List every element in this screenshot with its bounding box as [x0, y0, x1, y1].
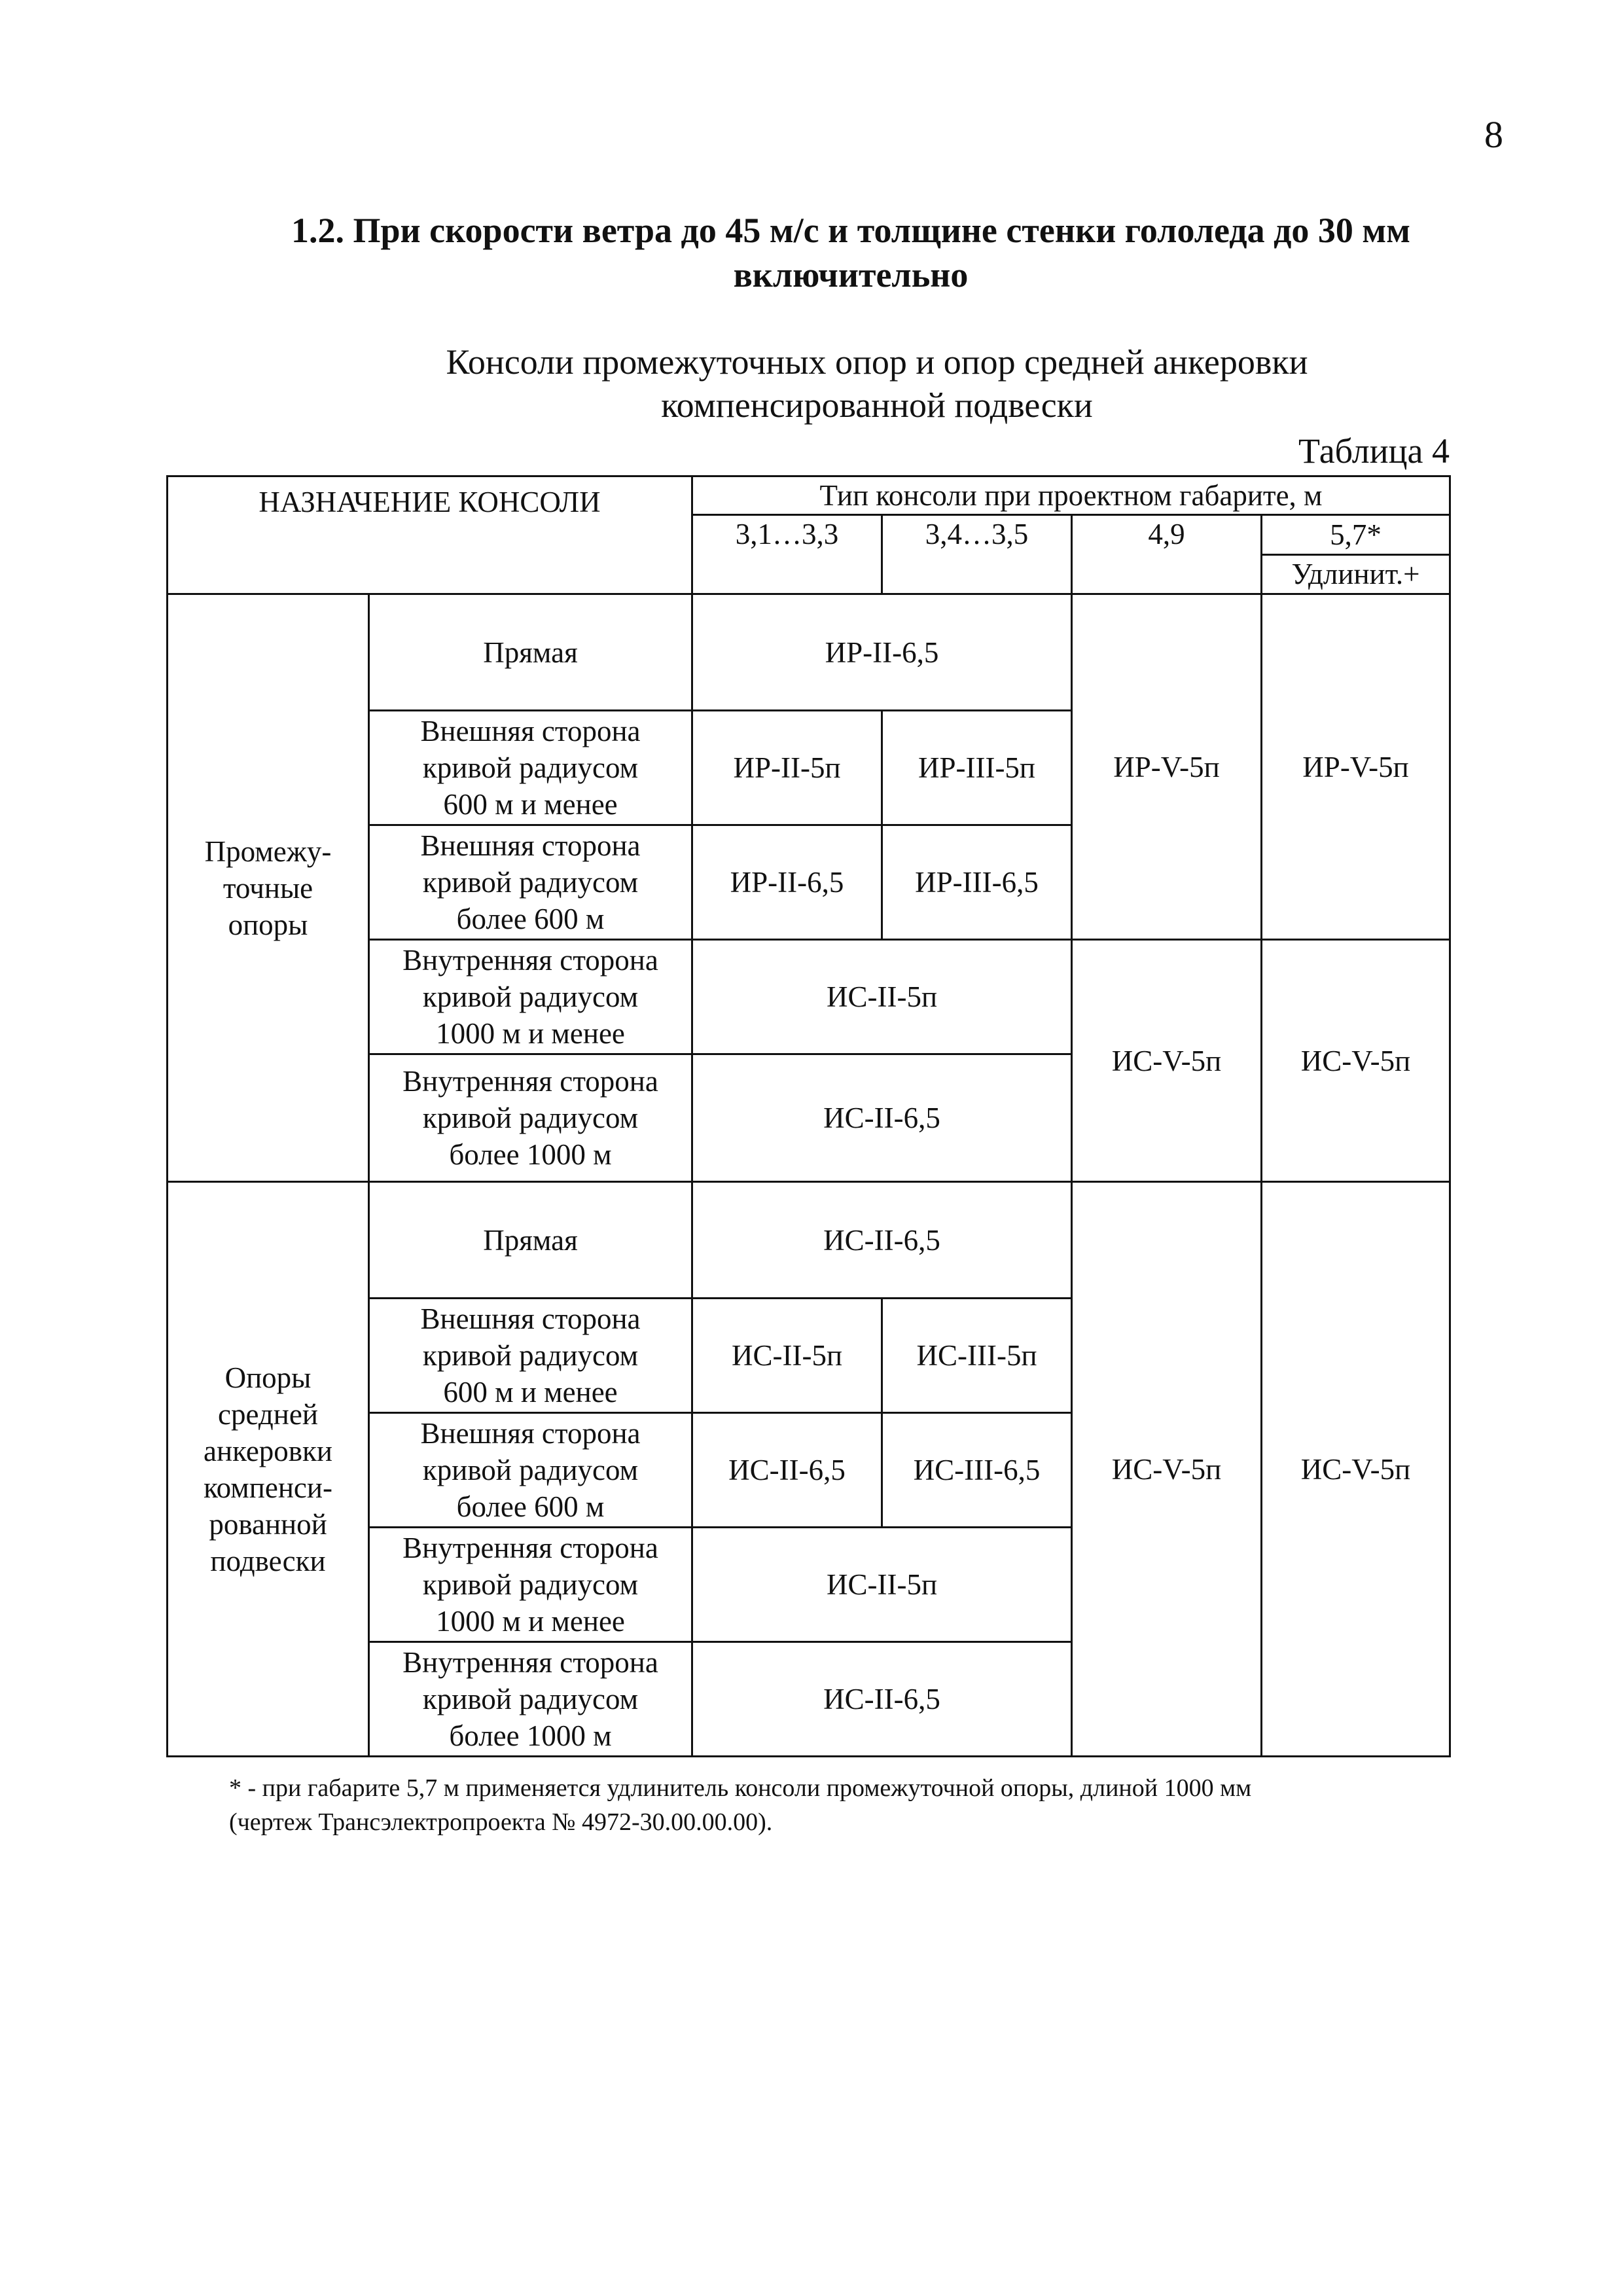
- header-col-34-35: 3,4…3,5: [882, 515, 1072, 594]
- group-label-intermediate: Промежу- точные опоры: [168, 594, 369, 1182]
- footnote-line: (чертеж Трансэлектропроекта № 4972-30.00.00.00).: [229, 1808, 773, 1836]
- page-number: 8: [1484, 113, 1503, 156]
- row-label: Внешняя сторона кривой радиусом более 600 м: [369, 1413, 692, 1528]
- table-label: Таблица 4: [1298, 431, 1450, 471]
- row-label: Прямая: [369, 1182, 692, 1299]
- section-title-line: 1.2. При скорости ветра до 45 м/с и толщине стенки гололеда до 30 мм: [291, 211, 1410, 250]
- caption-line: компенсированной подвески: [661, 386, 1093, 425]
- type-cell: ИС-V-5п: [1262, 1182, 1450, 1757]
- type-cell: ИС-II-6,5: [692, 1182, 1072, 1299]
- header-col-57: 5,7*: [1262, 515, 1450, 555]
- type-cell: ИР-V-5п: [1262, 594, 1450, 940]
- caption-line: Консоли промежуточных опор и опор средней анкеровки: [446, 342, 1308, 382]
- type-cell: ИС-V-5п: [1262, 940, 1450, 1182]
- type-cell: ИР-II-6,5: [692, 594, 1072, 711]
- footnote-line: * - при габарите 5,7 м применяется удлинитель консоли промежуточной опоры, длиной 1000 мм: [229, 1774, 1252, 1802]
- header-col-49: 4,9: [1072, 515, 1262, 594]
- type-cell: ИС-II-5п: [692, 940, 1072, 1054]
- table-row: [168, 594, 1450, 711]
- type-cell: ИР-II-5п: [692, 711, 882, 825]
- type-cell: ИС-III-6,5: [882, 1413, 1072, 1528]
- type-cell: ИР-III-6,5: [882, 825, 1072, 940]
- type-cell: ИР-II-6,5: [692, 825, 882, 940]
- header-type: Тип консоли при проектном габарите, м: [692, 476, 1450, 515]
- type-cell: ИС-V-5п: [1072, 940, 1262, 1182]
- type-cell: ИС-V-5п: [1072, 1182, 1262, 1757]
- console-table: [166, 475, 1451, 1757]
- footnote: [229, 1771, 1466, 1839]
- header-purpose: НАЗНАЧЕНИЕ КОНСОЛИ: [168, 476, 692, 594]
- row-label: Внешняя сторона кривой радиусом 600 м и менее: [369, 711, 692, 825]
- row-label: Внешняя сторона кривой радиусом 600 м и менее: [369, 1299, 692, 1413]
- section-title: [196, 208, 1505, 297]
- section-title-line: включительно: [733, 255, 969, 295]
- type-cell: ИС-III-5п: [882, 1299, 1072, 1413]
- row-label: Внутренняя сторона кривой радиусом более 1000 м: [369, 1642, 692, 1757]
- row-label: Внутренняя сторона кривой радиусом 1000 м и менее: [369, 940, 692, 1054]
- row-label: Внешняя сторона кривой радиусом более 600 м: [369, 825, 692, 940]
- type-cell: ИС-II-6,5: [692, 1642, 1072, 1757]
- type-cell: ИР-V-5п: [1072, 594, 1262, 940]
- header-row: [168, 476, 1450, 515]
- row-label: Внутренняя сторона кривой радиусом более 1000 м: [369, 1054, 692, 1182]
- group-label-anchoring: Опоры средней анкеровки компенси- рованной подвески: [168, 1182, 369, 1757]
- type-cell: ИС-II-5п: [692, 1299, 882, 1413]
- table-row: [168, 1182, 1450, 1299]
- type-cell: ИС-II-6,5: [692, 1413, 882, 1528]
- table-caption: [327, 340, 1427, 427]
- type-cell: ИС-II-5п: [692, 1528, 1072, 1642]
- header-col-extender: Удлинит.+: [1262, 554, 1450, 594]
- type-cell: ИР-III-5п: [882, 711, 1072, 825]
- row-label: Прямая: [369, 594, 692, 711]
- type-cell: ИС-II-6,5: [692, 1054, 1072, 1182]
- row-label: Внутренняя сторона кривой радиусом 1000 м и менее: [369, 1528, 692, 1642]
- header-col-31-33: 3,1…3,3: [692, 515, 882, 594]
